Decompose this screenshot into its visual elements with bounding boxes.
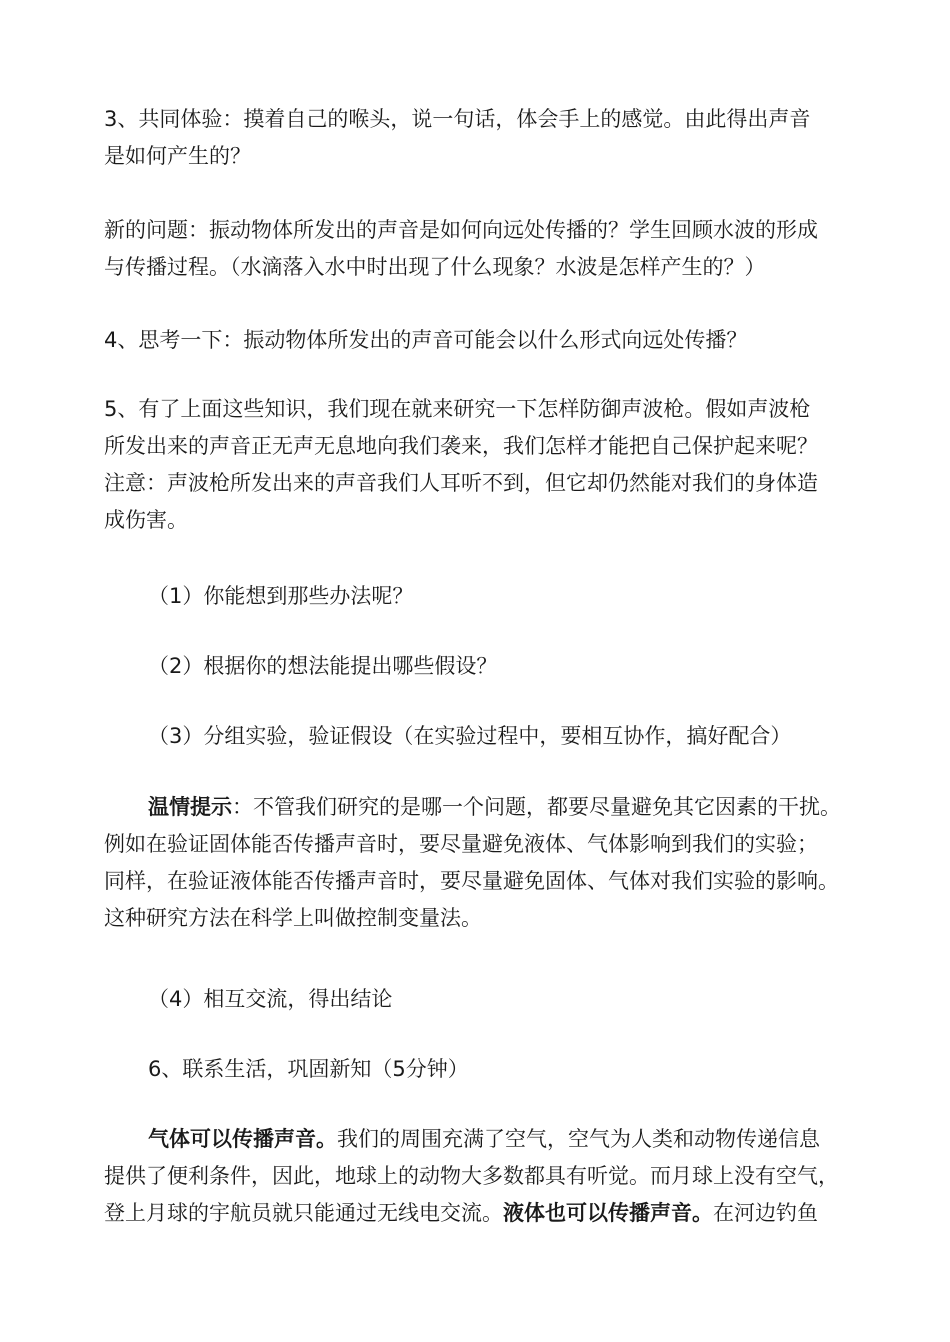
text-line: 例如在验证固体能否传播声音时，要尽量避免液体、气体影响到我们的实验； (104, 832, 818, 856)
text-line: 是如何产生的？ (104, 144, 251, 168)
paragraph-warm-tip (104, 789, 864, 937)
question-2 (148, 648, 864, 685)
question-1 (148, 578, 864, 615)
text-line: （1）你能想到那些办法呢？ (148, 584, 414, 608)
text-run: 登上月球的宇航员就只能通过无线电交流。 (104, 1201, 503, 1225)
text-line: 4、思考一下：振动物体所发出的声音可能会以什么形式向远处传播？ (104, 328, 748, 352)
text-run: 在河边钓鱼 (713, 1201, 818, 1225)
question-3 (148, 718, 864, 755)
text-line: （4）相互交流，得出结论 (148, 987, 393, 1011)
tip-text: ：不管我们研究的是哪一个问题，都要尽量避免其它因素的干扰。 (232, 795, 841, 819)
paragraph-sound-media (104, 1121, 864, 1232)
paragraph-new-question (104, 212, 864, 286)
bold-gas: 气体可以传播声音。 (148, 1127, 337, 1151)
paragraph-sonic-gun (104, 391, 864, 539)
text-line (104, 1121, 864, 1158)
text-line (104, 1195, 864, 1232)
text-line: 提供了便利条件，因此，地球上的动物大多数都具有听觉。而月球上没有空气， (104, 1164, 839, 1188)
text-run: 我们的周围充满了空气，空气为人类和动物传递信息 (337, 1127, 820, 1151)
text-line: 新的问题：振动物体所发出的声音是如何向远处传播的？学生回顾水波的形成 (104, 218, 818, 242)
text-line: （3）分组实验，验证假设（在实验过程中，要相互协作，搞好配合） (148, 724, 792, 748)
text-line: 成伤害。 (104, 508, 188, 532)
text-line: 5、有了上面这些知识，我们现在就来研究一下怎样防御声波枪。假如声波枪 (104, 397, 811, 421)
text-line: 6、联系生活，巩固新知（5分钟） (148, 1057, 469, 1081)
paragraph-experience (104, 101, 864, 175)
text-line: 这种研究方法在科学上叫做控制变量法。 (104, 906, 482, 930)
question-4 (148, 981, 864, 1018)
text-line: 与传播过程。（水滴落入水中时出现了什么现象？水波是怎样产生的？） (104, 255, 766, 279)
text-line: 所发出来的声音正无声无息地向我们袭来，我们怎样才能把自己保护起来呢？ (104, 434, 818, 458)
paragraph-life (148, 1051, 864, 1088)
text-line: （2）根据你的想法能提出哪些假设？ (148, 654, 498, 678)
text-line (104, 789, 864, 826)
text-line: 注意：声波枪所发出来的声音我们人耳听不到，但它却仍然能对我们的身体造 (104, 471, 818, 495)
text-line: 同样，在验证液体能否传播声音时，要尽量避免固体、气体对我们实验的影响。 (104, 869, 839, 893)
tip-label: 温情提示 (148, 795, 232, 819)
paragraph-think (104, 322, 864, 359)
text-line: 3、共同体验：摸着自己的喉头，说一句话，体会手上的感觉。由此得出声音 (104, 107, 811, 131)
bold-liquid: 液体也可以传播声音。 (503, 1201, 713, 1225)
